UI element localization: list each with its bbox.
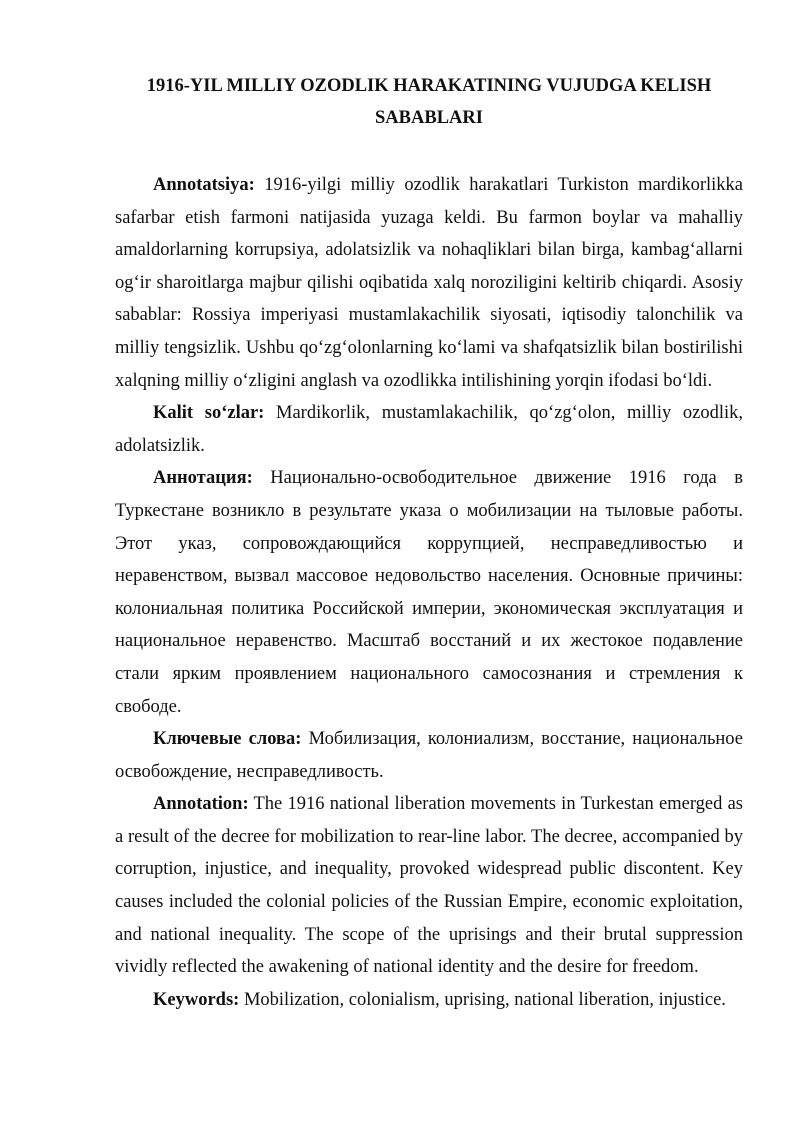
keywords-russian-label: Ключевые слова: bbox=[153, 729, 302, 750]
annotation-english bbox=[115, 788, 743, 984]
keywords-english bbox=[115, 984, 743, 1017]
keywords-uzbek-label: Kalit so‘zlar: bbox=[153, 403, 265, 424]
keywords-english-label: Keywords: bbox=[153, 989, 240, 1010]
annotation-russian bbox=[115, 462, 743, 723]
annotation-english-label: Annotation: bbox=[153, 794, 249, 815]
keywords-english-text: Mobilization, colonialism, uprising, national liberation, injustice. bbox=[239, 989, 726, 1010]
annotation-english-text: The 1916 national liberation movements in Turkestan emerged as a result of the decree for mobilization to rear-line labor. The decree, accompanied by corruption, injustice, and inequality, provoked widespread public discontent. Key causes included the colonial policies of the Russian Empire, economic exploitation, and national inequality. The scope of the uprisings and their brutal suppression vividly reflected the awakening of national identity and the desire for freedom. bbox=[115, 794, 743, 978]
annotation-uzbek-text: 1916-yilgi milliy ozodlik harakatlari Turkiston mardikorlikka safarbar etish farmoni natijasida yuzaga keldi. Bu farmon boylar va mahalliy amaldorlarning korrupsiya, adolatsizlik va nohaqliklari bilan birga, kambag‘allarni og‘ir sharoitlarga majbur qilishi oqibatida xalq noroziligini keltirib chiqardi. Asosiy sabablar: Rossiya imperiyasi mustamlakachilik siyosati, iqtisodiy talonchilik va milliy tengsizlik. Ushbu qo‘zg‘olonlarning ko‘lami va shafqatsizlik bilan bostirilishi xalqning milliy o‘zligini anglash va ozodlikka intilishining yorqin ifodasi bo‘ldi. bbox=[115, 175, 743, 391]
annotation-uzbek-label: Annotatsiya: bbox=[153, 175, 255, 195]
keywords-uzbek bbox=[115, 397, 743, 462]
annotation-uzbek bbox=[115, 169, 743, 397]
annotation-russian-text: Национально-освободительное движение 1916 года в Туркестане возникло в результате указа о мобилизации на тыловые работы. Этот указ, сопровождающийся коррупцией, несправедливостью и неравенством, вызвал массовое недовольство населения. Основные причины: колониальная политика Российской империи, экономическая эксплуатация и национальное неравенство. Масштаб восстаний и их жестокое подавление стали ярким проявлением национального самосознания и стремления к свободе. bbox=[115, 468, 743, 717]
document-page bbox=[115, 70, 743, 1016]
annotation-russian-label: Аннотация: bbox=[153, 468, 253, 489]
keywords-uzbek-text: Mardikorlik, mustamlakachilik, qo‘zg‘olon, milliy ozodlik, adolatsizlik. bbox=[115, 403, 743, 456]
keywords-russian-text: Мобилизация, колониализм, восстание, национальное освобождение, несправедливость. bbox=[115, 729, 743, 782]
document-title: 1916-YIL MILLIY OZODLIK HARAKATINING VUJUDGA KELISH SABABLARI bbox=[146, 76, 712, 128]
keywords-russian bbox=[115, 723, 743, 788]
